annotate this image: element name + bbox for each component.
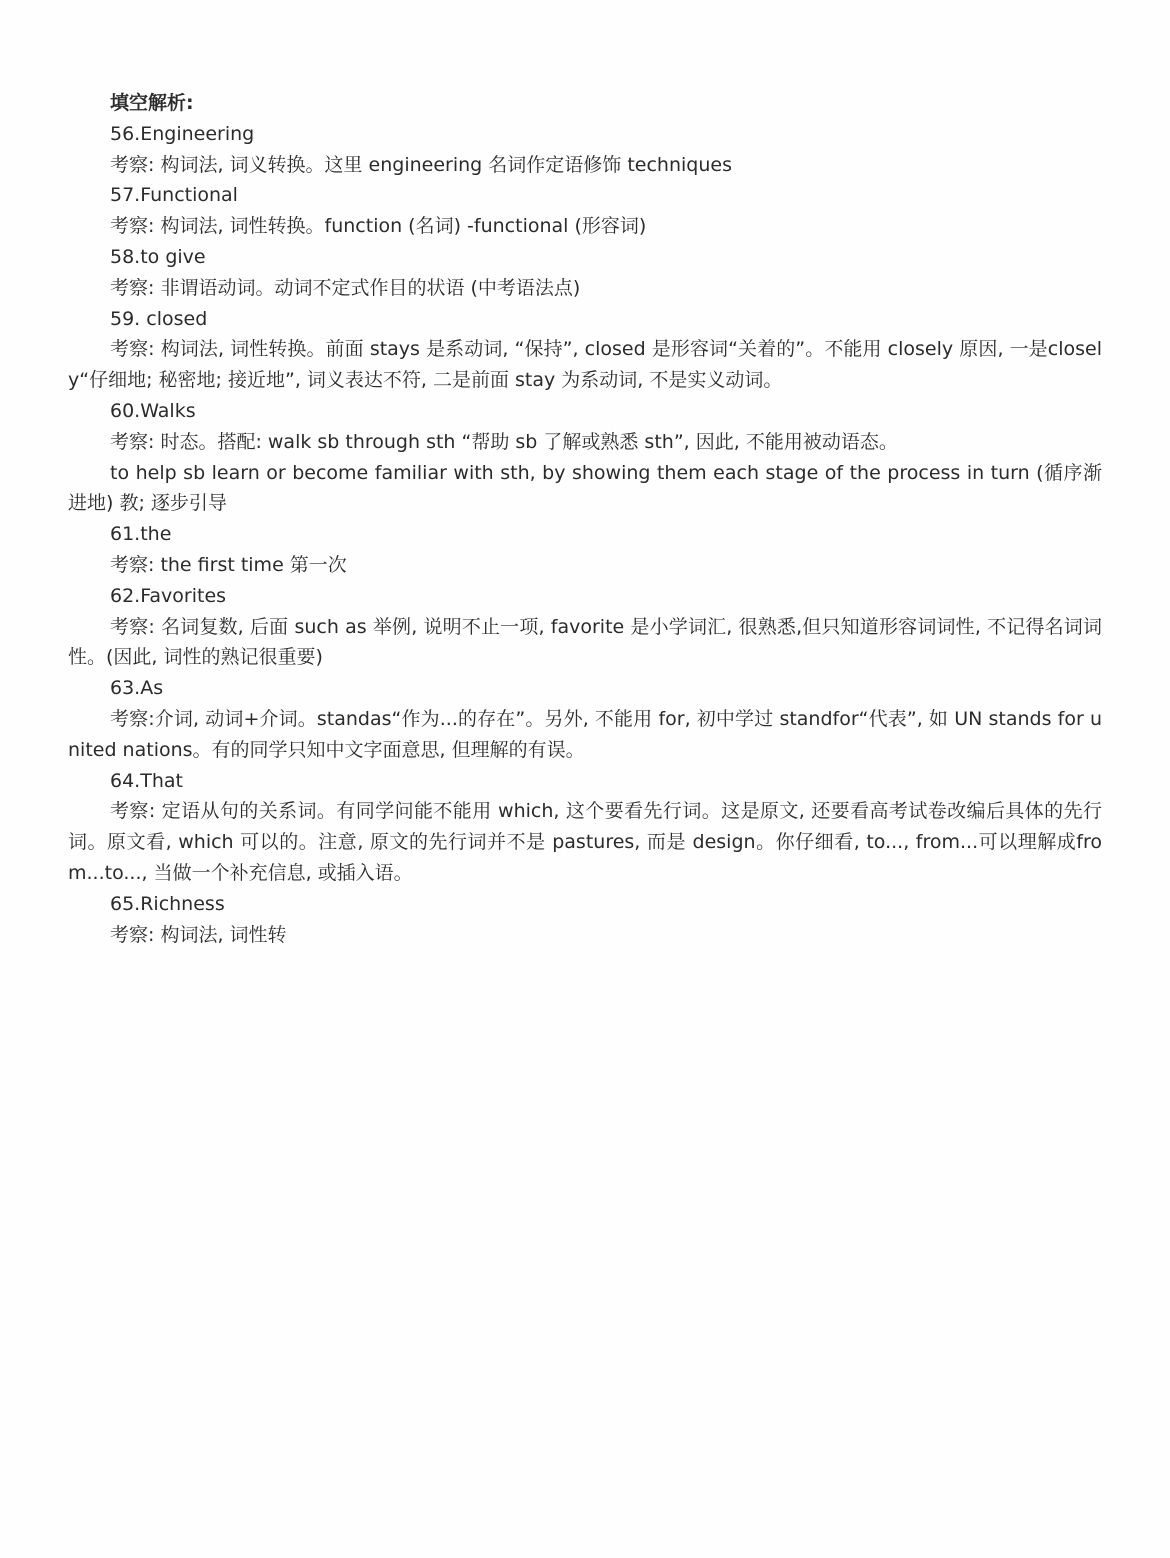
explanation-57: 考察: 构词法, 词性转换。function (名词) -functional (形容词) (110, 215, 647, 238)
explanation-64: 考察: 定语从句的关系词。有同学问能不能用 which, 这个要看先行词。这是原文, 还要看高考试卷改编后具体的先行词。原文看, which 可以的。注意, 原文的先行词并不是 pastures, 而是 design。你仔细看, to..., from...可以理解成from...to..., 当做一个补充信息, 或插入语。 (68, 800, 1102, 884)
answer-61: 61.the (110, 523, 172, 546)
document-body (68, 88, 1102, 950)
explanation-59: 考察: 构词法, 词性转换。前面 stays 是系动词, “保持”, closed 是形容词“关着的”。不能用 closely 原因, 一是closely“仔细地; 秘密地; 接近地”, 词义表达不符, 二是前面 stay 为系动词, 不是实义动词。 (68, 338, 1102, 392)
explanation-60: 考察: 时态。搭配: walk sb through sth “帮助 sb 了解或熟悉 sth”, 因此, 不能用被动语态。 (110, 430, 898, 453)
explanation-58: 考察: 非谓语动词。动词不定式作目的状语 (中考语法点) (110, 276, 581, 299)
answer-58: 58.to give (110, 245, 206, 268)
answer-63: 63.As (110, 677, 164, 700)
answer-62: 62.Favorites (110, 584, 227, 607)
explanation-62: 考察: 名词复数, 后面 such as 举例, 说明不止一项, favorite 是小学词汇, 很熟悉,但只知道形容词词性, 不记得名词词性。(因此, 词性的熟记很重要) (68, 615, 1102, 669)
answer-60: 60.Walks (110, 399, 196, 422)
definition-60: to help sb learn or become familiar with sth, by showing them each stage of the process in turn (循序渐进地) 教; 逐步引导 (68, 461, 1102, 515)
explanation-65: 考察: 构词法, 词性转 (110, 923, 287, 946)
answer-65: 65.Richness (110, 892, 225, 915)
explanation-56: 考察: 构词法, 词义转换。这里 engineering 名词作定语修饰 techniques (110, 153, 732, 176)
section-heading: 填空解析: (110, 92, 194, 114)
answer-57: 57.Functional (110, 184, 238, 207)
explanation-63: 考察:介词, 动词+介词。standas“作为...的存在”。另外, 不能用 for, 初中学过 standfor“代表”, 如 UN stands for united nations。有的同学只知中文字面意思, 但理解的有误。 (68, 707, 1102, 761)
explanation-61: 考察: the first time 第一次 (110, 553, 347, 576)
answer-56: 56.Engineering (110, 122, 255, 145)
answer-64: 64.That (110, 769, 183, 792)
answer-59: 59. closed (110, 307, 208, 330)
